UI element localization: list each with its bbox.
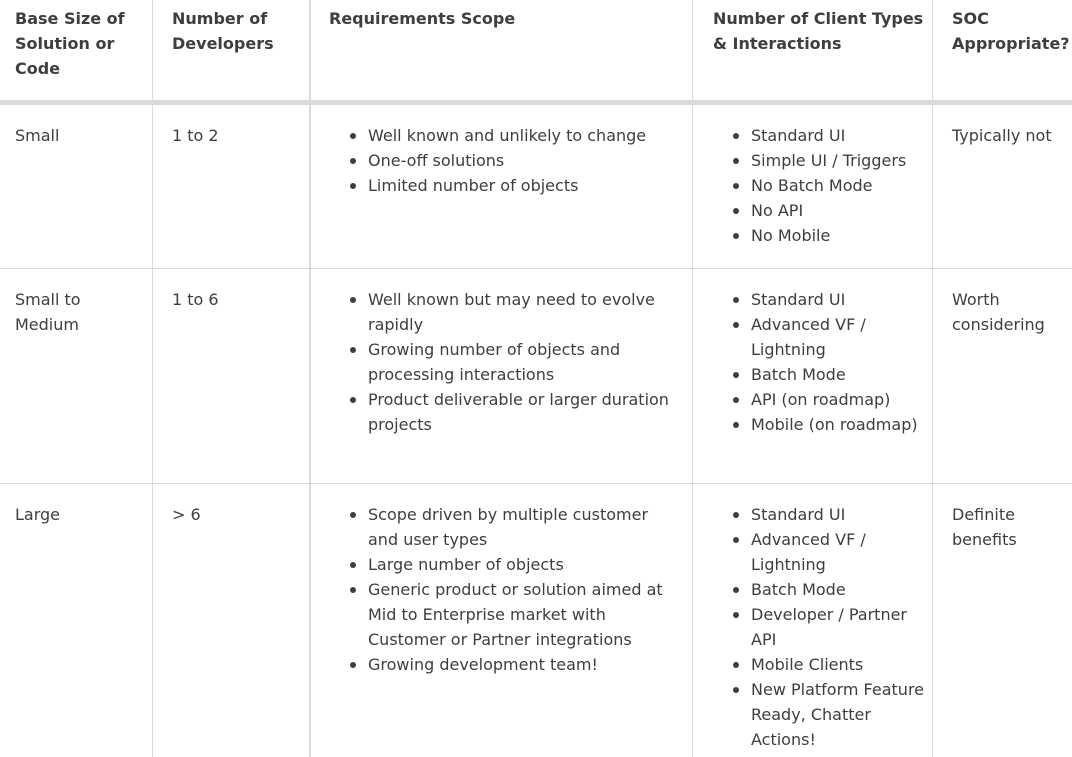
size-value: Small — [15, 126, 60, 145]
header-cell-soc — [932, 0, 1072, 100]
cell-developers — [152, 269, 309, 483]
cell-scope — [309, 484, 692, 757]
clients-list — [751, 287, 929, 437]
soc-value: Typically not — [952, 126, 1052, 145]
list-item: Developer / Partner API — [751, 602, 929, 652]
column-divider — [692, 484, 693, 757]
soc-value: Definite benefits — [952, 505, 1017, 549]
column-divider — [692, 0, 693, 100]
column-divider — [932, 105, 933, 268]
column-divider — [309, 0, 311, 100]
list-item: No Mobile — [751, 223, 929, 248]
cell-soc — [932, 105, 1072, 268]
list-item: One-off solutions — [368, 148, 680, 173]
column-divider — [152, 0, 153, 100]
list-item: Well known but may need to evolve rapidly — [368, 287, 680, 337]
list-item: API (on roadmap) — [751, 387, 929, 412]
cell-developers — [152, 105, 309, 268]
column-divider — [309, 484, 311, 757]
cell-size — [0, 105, 152, 268]
table-header-row — [0, 0, 1072, 105]
developers-value: 1 to 2 — [172, 126, 219, 145]
cell-size — [0, 269, 152, 483]
list-item: Standard UI — [751, 287, 929, 312]
list-item: Growing number of objects and processing interactions — [368, 337, 680, 387]
column-divider — [932, 269, 933, 483]
list-item: Standard UI — [751, 123, 929, 148]
cell-soc — [932, 269, 1072, 483]
list-item: Batch Mode — [751, 362, 929, 387]
header-label-developers: Number of Developers — [172, 9, 274, 53]
soc-value: Worth considering — [952, 290, 1045, 334]
list-item: Batch Mode — [751, 577, 929, 602]
column-divider — [309, 105, 311, 268]
column-divider — [692, 269, 693, 483]
list-item: Large number of objects — [368, 552, 680, 577]
clients-list — [751, 123, 929, 248]
column-divider — [932, 484, 933, 757]
list-item: Limited number of objects — [368, 173, 680, 198]
cell-size — [0, 484, 152, 757]
cell-clients — [692, 269, 932, 483]
scope-list — [368, 502, 680, 677]
list-item: Growing development team! — [368, 652, 680, 677]
header-label-soc: SOC Appropriate? — [952, 9, 1070, 53]
list-item: Mobile (on roadmap) — [751, 412, 929, 437]
cell-scope — [309, 269, 692, 483]
list-item: Generic product or solution aimed at Mid to Enterprise market with Customer or Partner integrations — [368, 577, 680, 652]
list-item: Simple UI / Triggers — [751, 148, 929, 173]
size-value: Small to Medium — [15, 290, 81, 334]
cell-clients — [692, 484, 932, 757]
cell-developers — [152, 484, 309, 757]
header-cell-developers — [152, 0, 309, 100]
list-item: Advanced VF / Lightning — [751, 312, 929, 362]
column-divider — [932, 0, 933, 100]
header-cell-scope — [309, 0, 692, 100]
scope-list — [368, 287, 680, 437]
cell-soc — [932, 484, 1072, 757]
table-row — [0, 484, 1072, 757]
column-divider — [152, 105, 153, 268]
list-item: Advanced VF / Lightning — [751, 527, 929, 577]
list-item: Standard UI — [751, 502, 929, 527]
column-divider — [309, 269, 311, 483]
header-label-clients: Number of Client Types & Interactions — [713, 9, 924, 53]
size-value: Large — [15, 505, 61, 524]
list-item: Well known and unlikely to change — [368, 123, 680, 148]
developers-value: 1 to 6 — [172, 290, 219, 309]
list-item: Product deliverable or larger duration projects — [368, 387, 680, 437]
header-label-base-size: Base Size of Solution or Code — [15, 9, 125, 78]
column-divider — [152, 484, 153, 757]
cell-clients — [692, 105, 932, 268]
list-item: Scope driven by multiple customer and user types — [368, 502, 680, 552]
header-cell-clients — [692, 0, 932, 100]
table-row — [0, 105, 1072, 269]
cell-scope — [309, 105, 692, 268]
list-item: New Platform Feature Ready, Chatter Actions! — [751, 677, 929, 752]
table-row — [0, 269, 1072, 484]
scope-list — [368, 123, 680, 198]
header-label-scope: Requirements Scope — [329, 9, 516, 28]
list-item: Mobile Clients — [751, 652, 929, 677]
header-cell-base-size — [0, 0, 152, 100]
clients-list — [751, 502, 929, 752]
list-item: No API — [751, 198, 929, 223]
column-divider — [152, 269, 153, 483]
list-item: No Batch Mode — [751, 173, 929, 198]
column-divider — [692, 105, 693, 268]
developers-value: > 6 — [172, 505, 201, 524]
